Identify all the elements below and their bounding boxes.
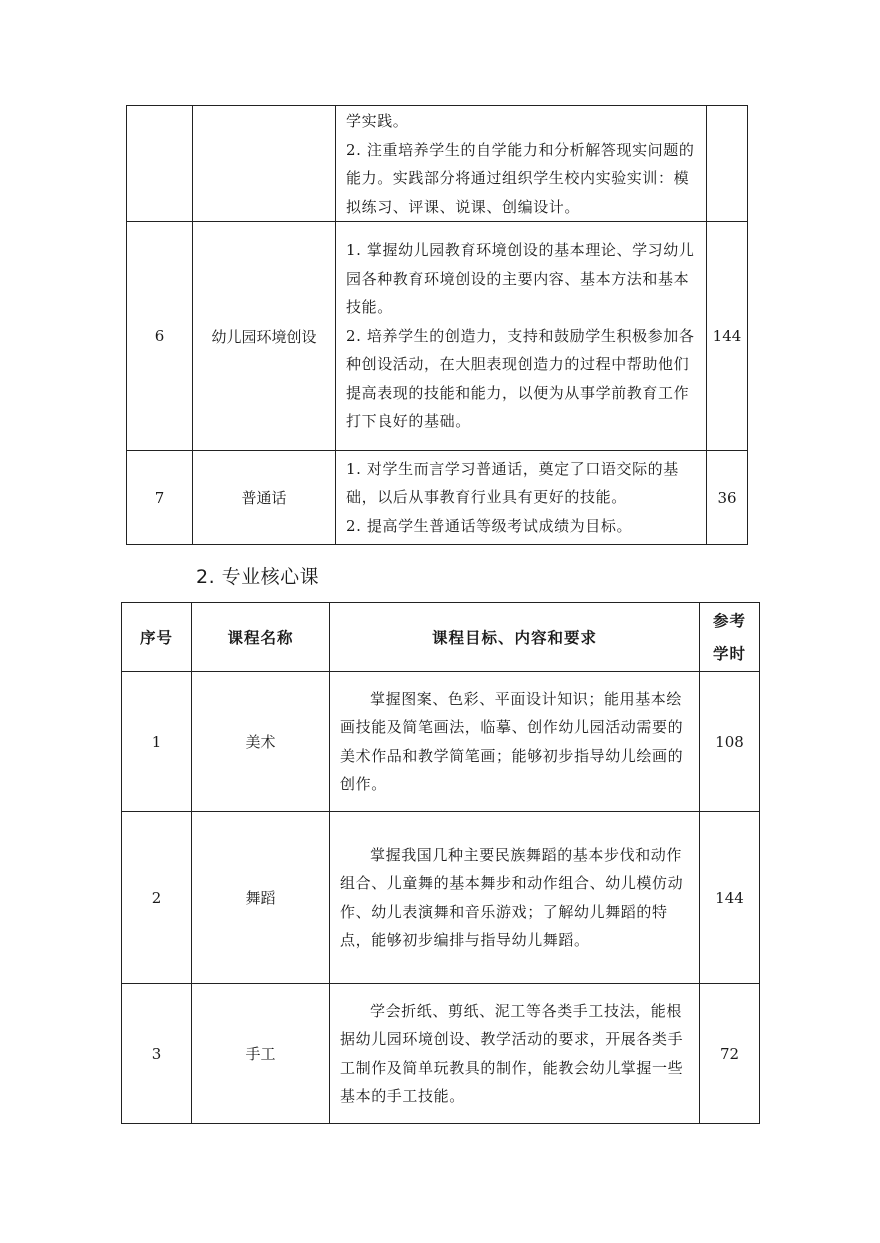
course-name: 舞蹈 (192, 812, 330, 984)
course-description (330, 812, 700, 984)
description-paragraph: 掌握我国几种主要民族舞蹈的基本步伐和动作组合、儿童舞的基本舞步和动作组合、幼儿模仿动作、幼儿表演舞和音乐游戏；了解幼儿舞蹈的特点，能够初步编排与指导幼儿舞蹈。 (340, 845, 684, 949)
header-hours-line1: 参考 (712, 611, 746, 630)
course-name: 手工 (192, 984, 330, 1124)
row-number: 6 (127, 222, 193, 451)
reference-hours: 144 (700, 812, 760, 984)
row-number (127, 106, 193, 222)
row-number: 3 (122, 984, 192, 1124)
row-number: 2 (122, 812, 192, 984)
reference-hours: 144 (707, 222, 748, 451)
description-paragraph: 掌握图案、色彩、平面设计知识；能用基本绘画技能及简笔画法，临摹、创作幼儿园活动需要的美术作品和教学简笔画；能够初步指导幼儿绘画的创作。 (340, 689, 684, 793)
course-name (193, 106, 336, 222)
header-course-name: 课程名称 (192, 603, 330, 672)
row-number: 1 (122, 672, 192, 812)
course-table-continued (126, 105, 748, 545)
table-row (122, 672, 760, 812)
header-hours-line2: 学时 (712, 644, 746, 663)
core-course-table (121, 602, 760, 1124)
table-row (127, 451, 748, 545)
reference-hours: 72 (700, 984, 760, 1124)
course-name: 普通话 (193, 451, 336, 545)
table-header-row (122, 603, 760, 672)
header-content: 课程目标、内容和要求 (330, 603, 700, 672)
header-hours (700, 603, 760, 672)
row-number: 7 (127, 451, 193, 545)
header-number: 序号 (122, 603, 192, 672)
description-paragraph: 2. 注重培养学生的自学能力和分析解答现实问题的能力。实践部分将通过组织学生校内实验实训：模拟练习、评课、说课、创编设计。 (346, 140, 695, 216)
reference-hours: 108 (700, 672, 760, 812)
section-title: 2. 专业核心课 (196, 566, 320, 588)
description-paragraph: 2. 提高学生普通话等级考试成绩为目标。 (346, 516, 633, 535)
course-description (330, 672, 700, 812)
course-description (336, 451, 707, 545)
course-name: 幼儿园环境创设 (193, 222, 336, 451)
reference-hours: 36 (707, 451, 748, 545)
table-row (122, 812, 760, 984)
course-name: 美术 (192, 672, 330, 812)
table-row (122, 984, 760, 1124)
description-paragraph: 1. 掌握幼儿园教育环境创设的基本理论、学习幼儿园各种教育环境创设的主要内容、基本方法和基本技能。 (346, 241, 695, 317)
table-row (127, 106, 748, 222)
table-row (127, 222, 748, 451)
description-paragraph: 学实践。 (346, 112, 409, 130)
course-description (336, 222, 707, 451)
reference-hours (707, 106, 748, 222)
course-description (336, 106, 707, 222)
description-paragraph: 1. 对学生而言学习普通话，奠定了口语交际的基础，以后从事教育行业具有更好的技能。 (346, 459, 679, 507)
description-paragraph: 2. 培养学生的创造力，支持和鼓励学生积极参加各种创设活动，在大胆表现创造力的过程中帮助他们提高表现的技能和能力，以便为从事学前教育工作打下良好的基础。 (346, 326, 695, 431)
course-description (330, 984, 700, 1124)
description-paragraph: 学会折纸、剪纸、泥工等各类手工技法，能根据幼儿园环境创设、教学活动的要求，开展各类手工制作及简单玩教具的制作，能教会幼儿掌握一些基本的手工技能。 (340, 1001, 684, 1105)
